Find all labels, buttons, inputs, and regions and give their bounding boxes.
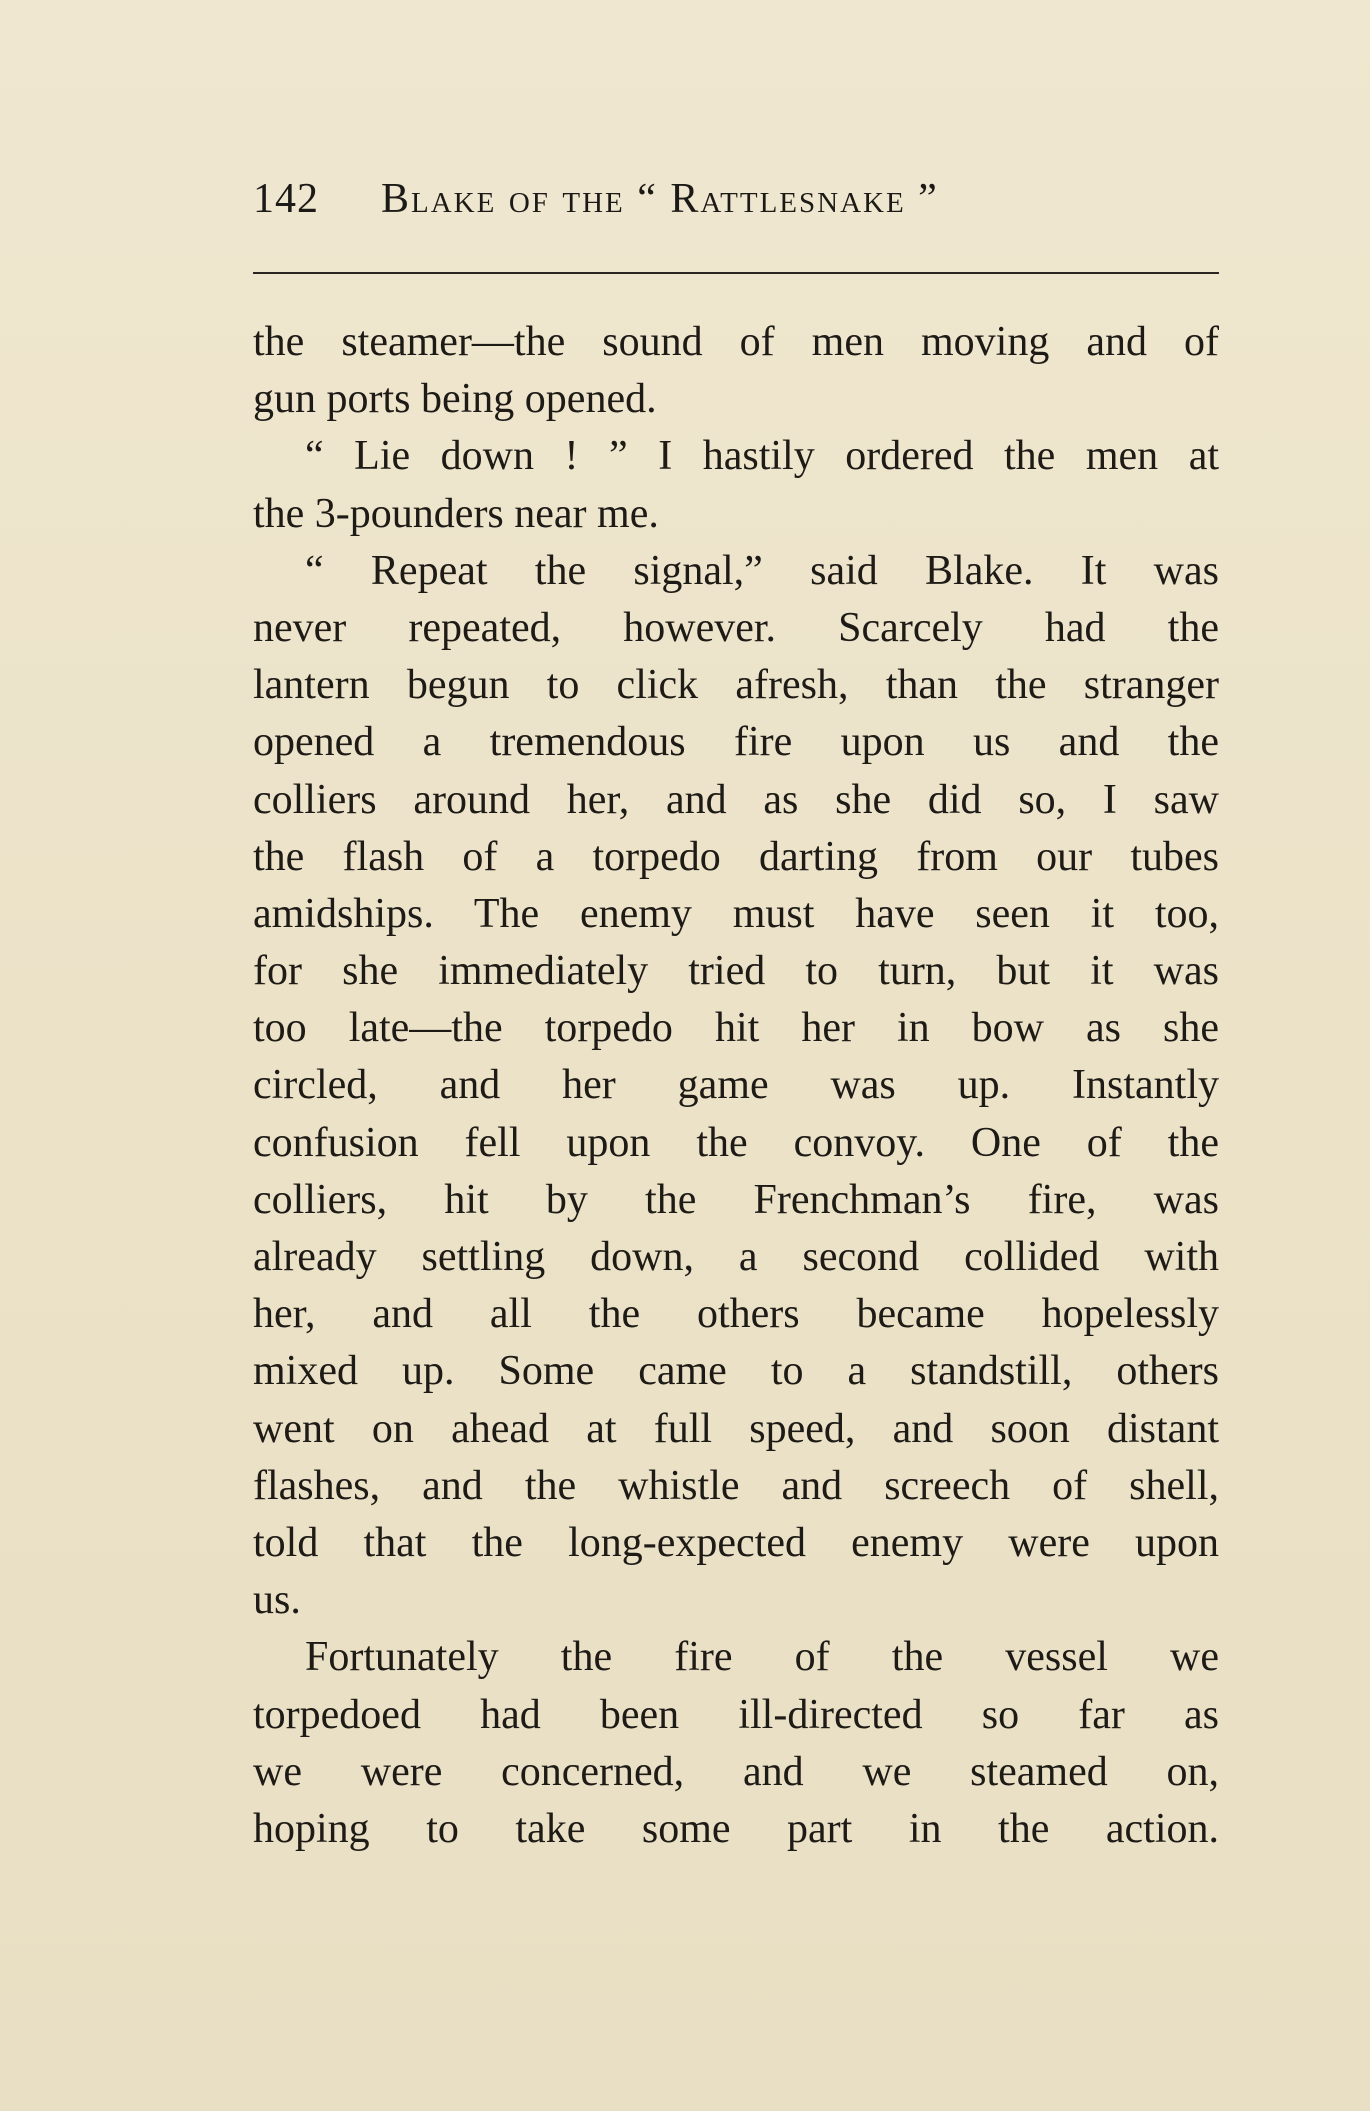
text-line: hoping to take some part in the action. xyxy=(253,1805,1219,1852)
page-number: 142 xyxy=(253,176,319,222)
text-line: never repeated, however. Scarcely had the xyxy=(253,604,1219,651)
text-line: circled, and her game was up. Instantly xyxy=(253,1062,1219,1109)
text-line: already settling down, a second collided with xyxy=(253,1234,1219,1280)
text-line: too late—the torpedo hit her in bow as she xyxy=(253,1005,1219,1052)
text-line: flashes, and the whistle and screech of shell, xyxy=(253,1462,1219,1509)
text-line: gun ports being opened. xyxy=(253,376,657,423)
text-line: Fortunately the fire of the vessel we xyxy=(305,1634,1219,1681)
text-line: for she immediately tried to turn, but it was xyxy=(253,948,1219,995)
header-rule xyxy=(253,272,1219,274)
text-line: mixed up. Some came to a standstill, others xyxy=(253,1348,1219,1395)
text-line: the 3-pounders near me. xyxy=(253,490,659,537)
body-text xyxy=(253,314,1219,1858)
text-line: lantern begun to click afresh, than the stranger xyxy=(253,662,1219,709)
text-line: torpedoed had been ill-directed so far as xyxy=(253,1691,1219,1738)
text-line: opened a tremendous fire upon us and the xyxy=(253,719,1219,766)
text-line: colliers, hit by the Frenchman’s fire, was xyxy=(253,1176,1219,1223)
text-line: “ Repeat the signal,” said Blake. It was xyxy=(305,547,1219,594)
text-line: we were concerned, and we steamed on, xyxy=(253,1748,1219,1795)
text-line: confusion fell upon the convoy. One of the xyxy=(253,1119,1219,1166)
text-line: us. xyxy=(253,1577,301,1624)
text-line: amidships. The enemy must have seen it too, xyxy=(253,890,1219,937)
text-line: colliers around her, and as she did so, I saw xyxy=(253,776,1219,823)
text-line: “ Lie down ! ” I hastily ordered the men at xyxy=(305,433,1219,480)
text-line: the steamer—the sound of men moving and of xyxy=(253,319,1219,365)
text-line: went on ahead at full speed, and soon distant xyxy=(253,1405,1219,1452)
page-header xyxy=(253,175,1219,235)
text-line: told that the long-expected enemy were upon xyxy=(253,1519,1219,1566)
text-line: the flash of a torpedo darting from our tubes xyxy=(253,833,1219,880)
text-line: her, and all the others became hopelessly xyxy=(253,1291,1219,1338)
running-title: Blake of the “ Rattlesnake ” xyxy=(381,176,939,222)
